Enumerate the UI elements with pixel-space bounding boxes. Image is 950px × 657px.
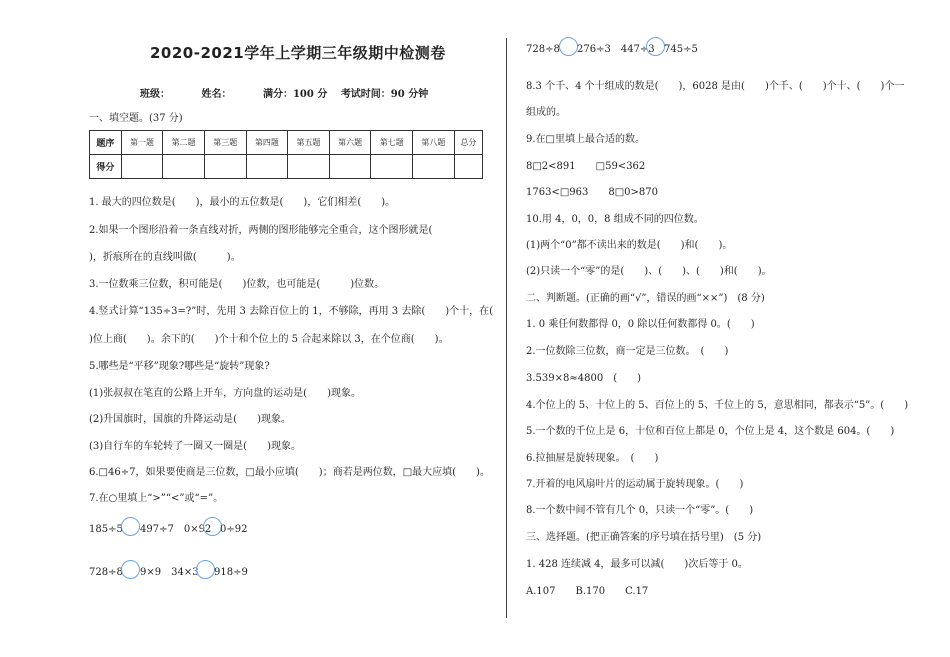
score-cell[interactable] (121, 155, 163, 179)
time-label: 考试时间：90 分钟 (340, 89, 429, 100)
score-table-score-row (90, 155, 483, 179)
column-divider (506, 38, 507, 618)
question-10-item-2: (2)只读一个“零”的是( )、( )、( )和( )。 (526, 266, 772, 277)
page-title: 2020-2021学年上学期三年级期中检测卷 (150, 44, 446, 62)
question-2-line-1: 2.如果一个图形沿着一条直线对折，两侧的图形能够完全重合，这个图形就是( (89, 225, 433, 236)
score-cell[interactable] (288, 155, 330, 179)
question-6: 6.□46÷7，如果要使商是三位数，□最小应填( )；商若是两位数，□最大应填( )。 (89, 467, 490, 478)
compare-circle[interactable] (559, 37, 578, 56)
question-9: 9.在□里填上最合适的数。 (526, 134, 645, 145)
compare-circle[interactable] (646, 37, 665, 56)
judge-item-1: 1. 0 乘任何数都得 0，0 除以任何数都得 0。( ) (526, 319, 755, 330)
question-5-item-2: (2)升国旗时，国旗的升降运动是( )现象。 (89, 414, 291, 425)
question-4-line-2: )位上商( )。余下的( )个十和个位上的 5 合起来除以 3，在个位商( )。 (89, 334, 449, 345)
score-table-col: 第四题 (246, 131, 288, 155)
question-10-item-1: (1)两个“0”都不读出来的数是( )和( )。 (526, 240, 733, 251)
score-table-col: 第五题 (288, 131, 330, 155)
class-label: 班级： (140, 89, 170, 100)
name-label: 姓名： (201, 89, 232, 100)
judge-item-6: 6.拉抽屉是旋转现象。 ( ) (526, 453, 659, 464)
judge-item-3: 3.539×8≈4800 ( ) (526, 373, 641, 384)
score-table-col: 第三题 (204, 131, 246, 155)
question-7: 7.在○里填上“>”“<”或“=”。 (89, 493, 224, 504)
score-table-col: 总分 (454, 131, 482, 155)
compare-expr: 497÷7 0×92 (140, 524, 212, 535)
score-cell[interactable] (371, 155, 413, 179)
score-cell[interactable] (329, 155, 371, 179)
choice-item-1-options: A.107 B.170 C.17 (526, 586, 649, 597)
score-table-col: 第七题 (371, 131, 413, 155)
compare-expr: 918÷9 (214, 567, 248, 578)
student-info-line (140, 85, 456, 100)
compare-expr: 0÷92 (220, 524, 248, 535)
question-3: 3.一位数乘三位数，积可能是( )位数，也可能是( )位数。 (89, 279, 385, 290)
section-heading-choice: 三、选择题。(把正确答案的序号填在括号里) (5 分) (526, 532, 762, 543)
judge-item-2: 2.一位数除三位数，商一定是三位数。 ( ) (526, 346, 729, 357)
compare-expr: 185÷5 (89, 524, 123, 535)
choice-item-1: 1. 428 连续减 4，最多可以减( )次后等于 0。 (526, 559, 748, 570)
compare-circle[interactable] (121, 517, 140, 536)
score-cell[interactable] (246, 155, 288, 179)
compare-circle[interactable] (121, 560, 140, 579)
question-10: 10.用 4，0，0，8 组成不同的四位数。 (526, 214, 704, 225)
question-9-row-2: 1763<□963 8□0>870 (526, 187, 659, 198)
question-2-line-2: )，折痕所在的直线叫做( )。 (89, 252, 241, 263)
compare-expr: 276÷3 447÷3 (577, 44, 655, 55)
judge-item-5: 5.一个数的千位上是 6，十位和百位上都是 0，个位上是 4，这个数是 604。( ) (526, 426, 895, 437)
question-1: 1. 最大的四位数是( )，最小的五位数是( )，它们相差( )。 (89, 197, 396, 208)
compare-expr: 9×9 34×3 (140, 567, 199, 578)
score-table-col: 第二题 (163, 131, 205, 155)
compare-expr: 728÷8 (89, 567, 123, 578)
question-4-line-1: 4.竖式计算“135÷3=?”时，先用 3 去除百位上的 1，不够除，再用 3 去除( )个十，在( (89, 306, 494, 317)
score-table-col: 第八题 (413, 131, 455, 155)
section-heading-fill-blank: 一、填空题。(37 分) (89, 113, 183, 124)
score-cell[interactable] (163, 155, 205, 179)
question-5-item-3: (3)自行车的车轮转了一圈又一圈是( )现象。 (89, 441, 301, 452)
judge-item-4: 4.个位上的 5、十位上的 5、百位上的 5、千位上的 5，意思相同，都表示“5”。( ) (526, 400, 909, 411)
score-table (89, 130, 483, 179)
question-5-item-1: (1)张叔叔在笔直的公路上开车，方向盘的运动是( )现象。 (89, 388, 361, 399)
judge-item-8: 8.一个数中间不管有几个 0，只读一个“零”。( ) (526, 505, 754, 516)
full-score-label: 满分：100 分 (262, 89, 328, 100)
score-cell[interactable] (204, 155, 246, 179)
question-5: 5.哪些是“平移”现象?哪些是“旋转”现象? (89, 361, 270, 372)
score-cell[interactable] (413, 155, 455, 179)
score-table-col: 第一题 (121, 131, 163, 155)
compare-expr: 745÷5 (664, 44, 698, 55)
score-table-header-row (90, 131, 483, 155)
compare-circle[interactable] (196, 560, 215, 579)
score-table-row-label: 得分 (90, 155, 122, 179)
compare-expr: 728÷8 (526, 44, 560, 55)
score-table-col: 第六题 (329, 131, 371, 155)
judge-item-7: 7.开着的电风扇叶片的运动属于旋转现象。( ) (526, 479, 744, 490)
section-heading-true-false: 二、判断题。(正确的画“√”，错误的画“××”) (8 分) (526, 293, 765, 304)
question-8-line-2: 组成的。 (526, 107, 566, 118)
score-cell[interactable] (454, 155, 482, 179)
question-8-line-1: 8.3 个千、4 个十组成的数是( )，6028 是由( )个千、( )个十、( )个一 (526, 81, 905, 92)
score-table-header-label: 题序 (90, 131, 122, 155)
question-9-row-1: 8□2<891 □59<362 (526, 161, 646, 172)
